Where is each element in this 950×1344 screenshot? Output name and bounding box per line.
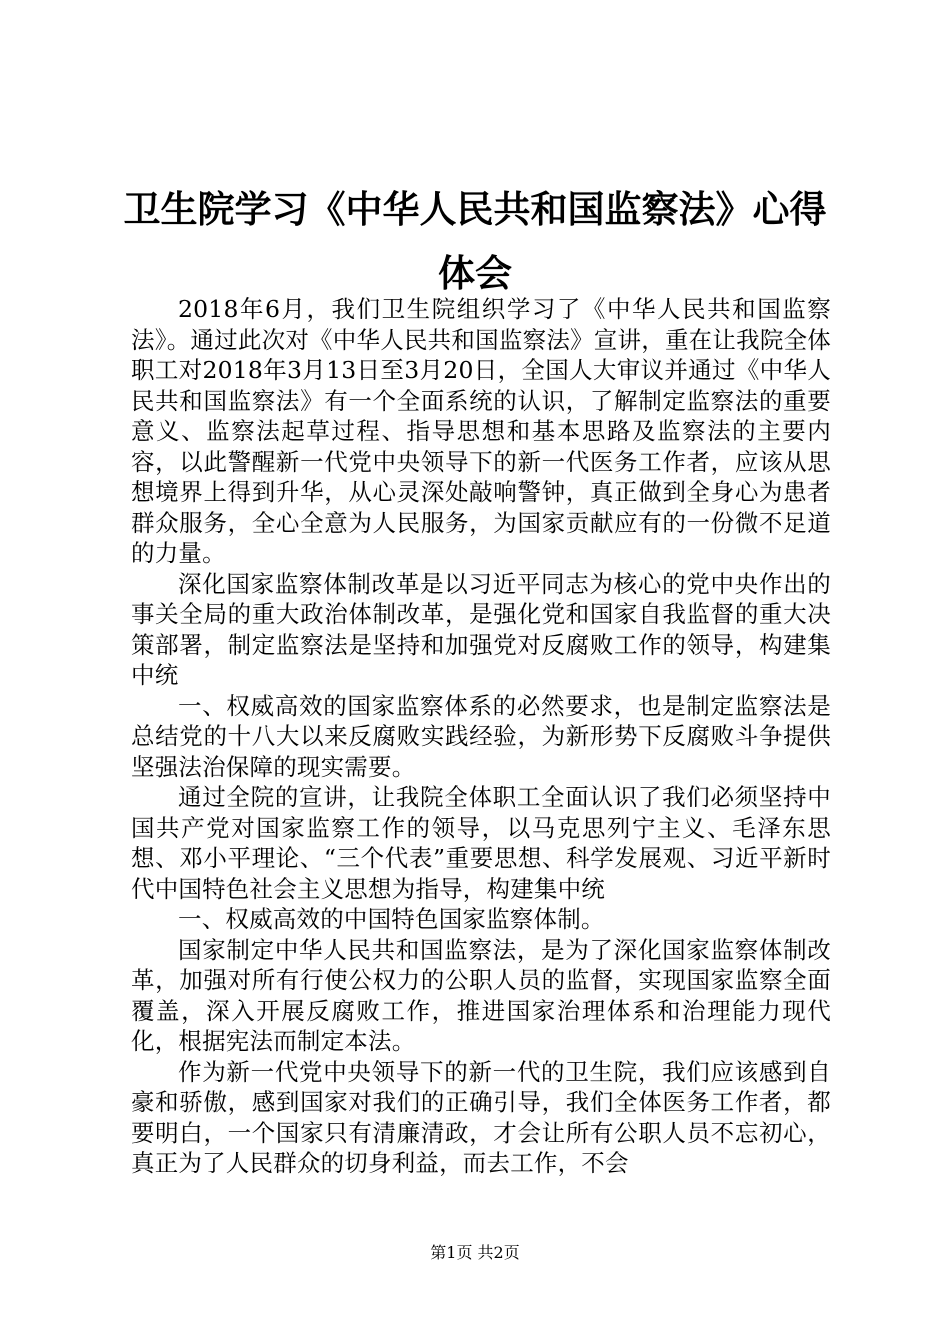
- paragraph: 通过全院的宣讲，让我院全体职工全面认识了我们必须坚持中国共产党对国家监察工作的领导，以马克思列宁主义、毛泽东思想、邓小平理论、“三个代表”重要思想、科学发展观、习近平新时代中国特色社会主义思想为指导，构建集中统: [131, 783, 831, 903]
- paragraph: 深化国家监察体制改革是以习近平同志为核心的党中央作出的事关全局的重大政治体制改革，是强化党和国家自我监督的重大决策部署，制定监察法是坚持和加强党对反腐败工作的领导，构建集中统: [131, 569, 831, 689]
- paragraph: 国家制定中华人民共和国监察法，是为了深化国家监察体制改革，加强对所有行使公权力的公职人员的监督，实现国家监察全面覆盖，深入开展反腐败工作，推进国家治理体系和治理能力现代化，根据宪法而制定本法。: [131, 935, 831, 1055]
- document-body: [131, 294, 831, 1179]
- paragraph: 一、权威高效的国家监察体系的必然要求，也是制定监察法是总结党的十八大以来反腐败实践经验，为新形势下反腐败斗争提供坚强法治保障的现实需要。: [131, 691, 831, 781]
- paragraph: 2018年6月，我们卫生院组织学习了《中华人民共和国监察法》。通过此次对《中华人民共和国监察法》宣讲，重在让我院全体职工对2018年3月13日至3月20日，全国人大审议并通过《中华人民共和国监察法》有一个全面系统的认识，了解制定监察法的重要意义、监察法起草过程、指导思想和基本思路及监察法的主要内容，以此警醒新一代党中央领导下的新一代医务工作者，应该从思想境界上得到升华，从心灵深处敲响警钟，真正做到全身心为患者群众服务，全心全意为人民服务，为国家贡献应有的一份微不足道的力量。: [131, 295, 831, 567]
- document-title: 卫生院学习《中华人民共和国监察法》心得体会: [123, 188, 827, 295]
- page-footer: 第1页 共2页: [430, 1243, 520, 1262]
- paragraph: 一、权威高效的中国特色国家监察体制。: [178, 905, 605, 933]
- paragraph: 作为新一代党中央领导下的新一代的卫生院，我们应该感到自豪和骄傲，感到国家对我们的正确引导，我们全体医务工作者，都要明白，一个国家只有清廉清政，才会让所有公职人员不忘初心，真正为了人民群众的切身利益，而去工作，不会: [131, 1057, 831, 1177]
